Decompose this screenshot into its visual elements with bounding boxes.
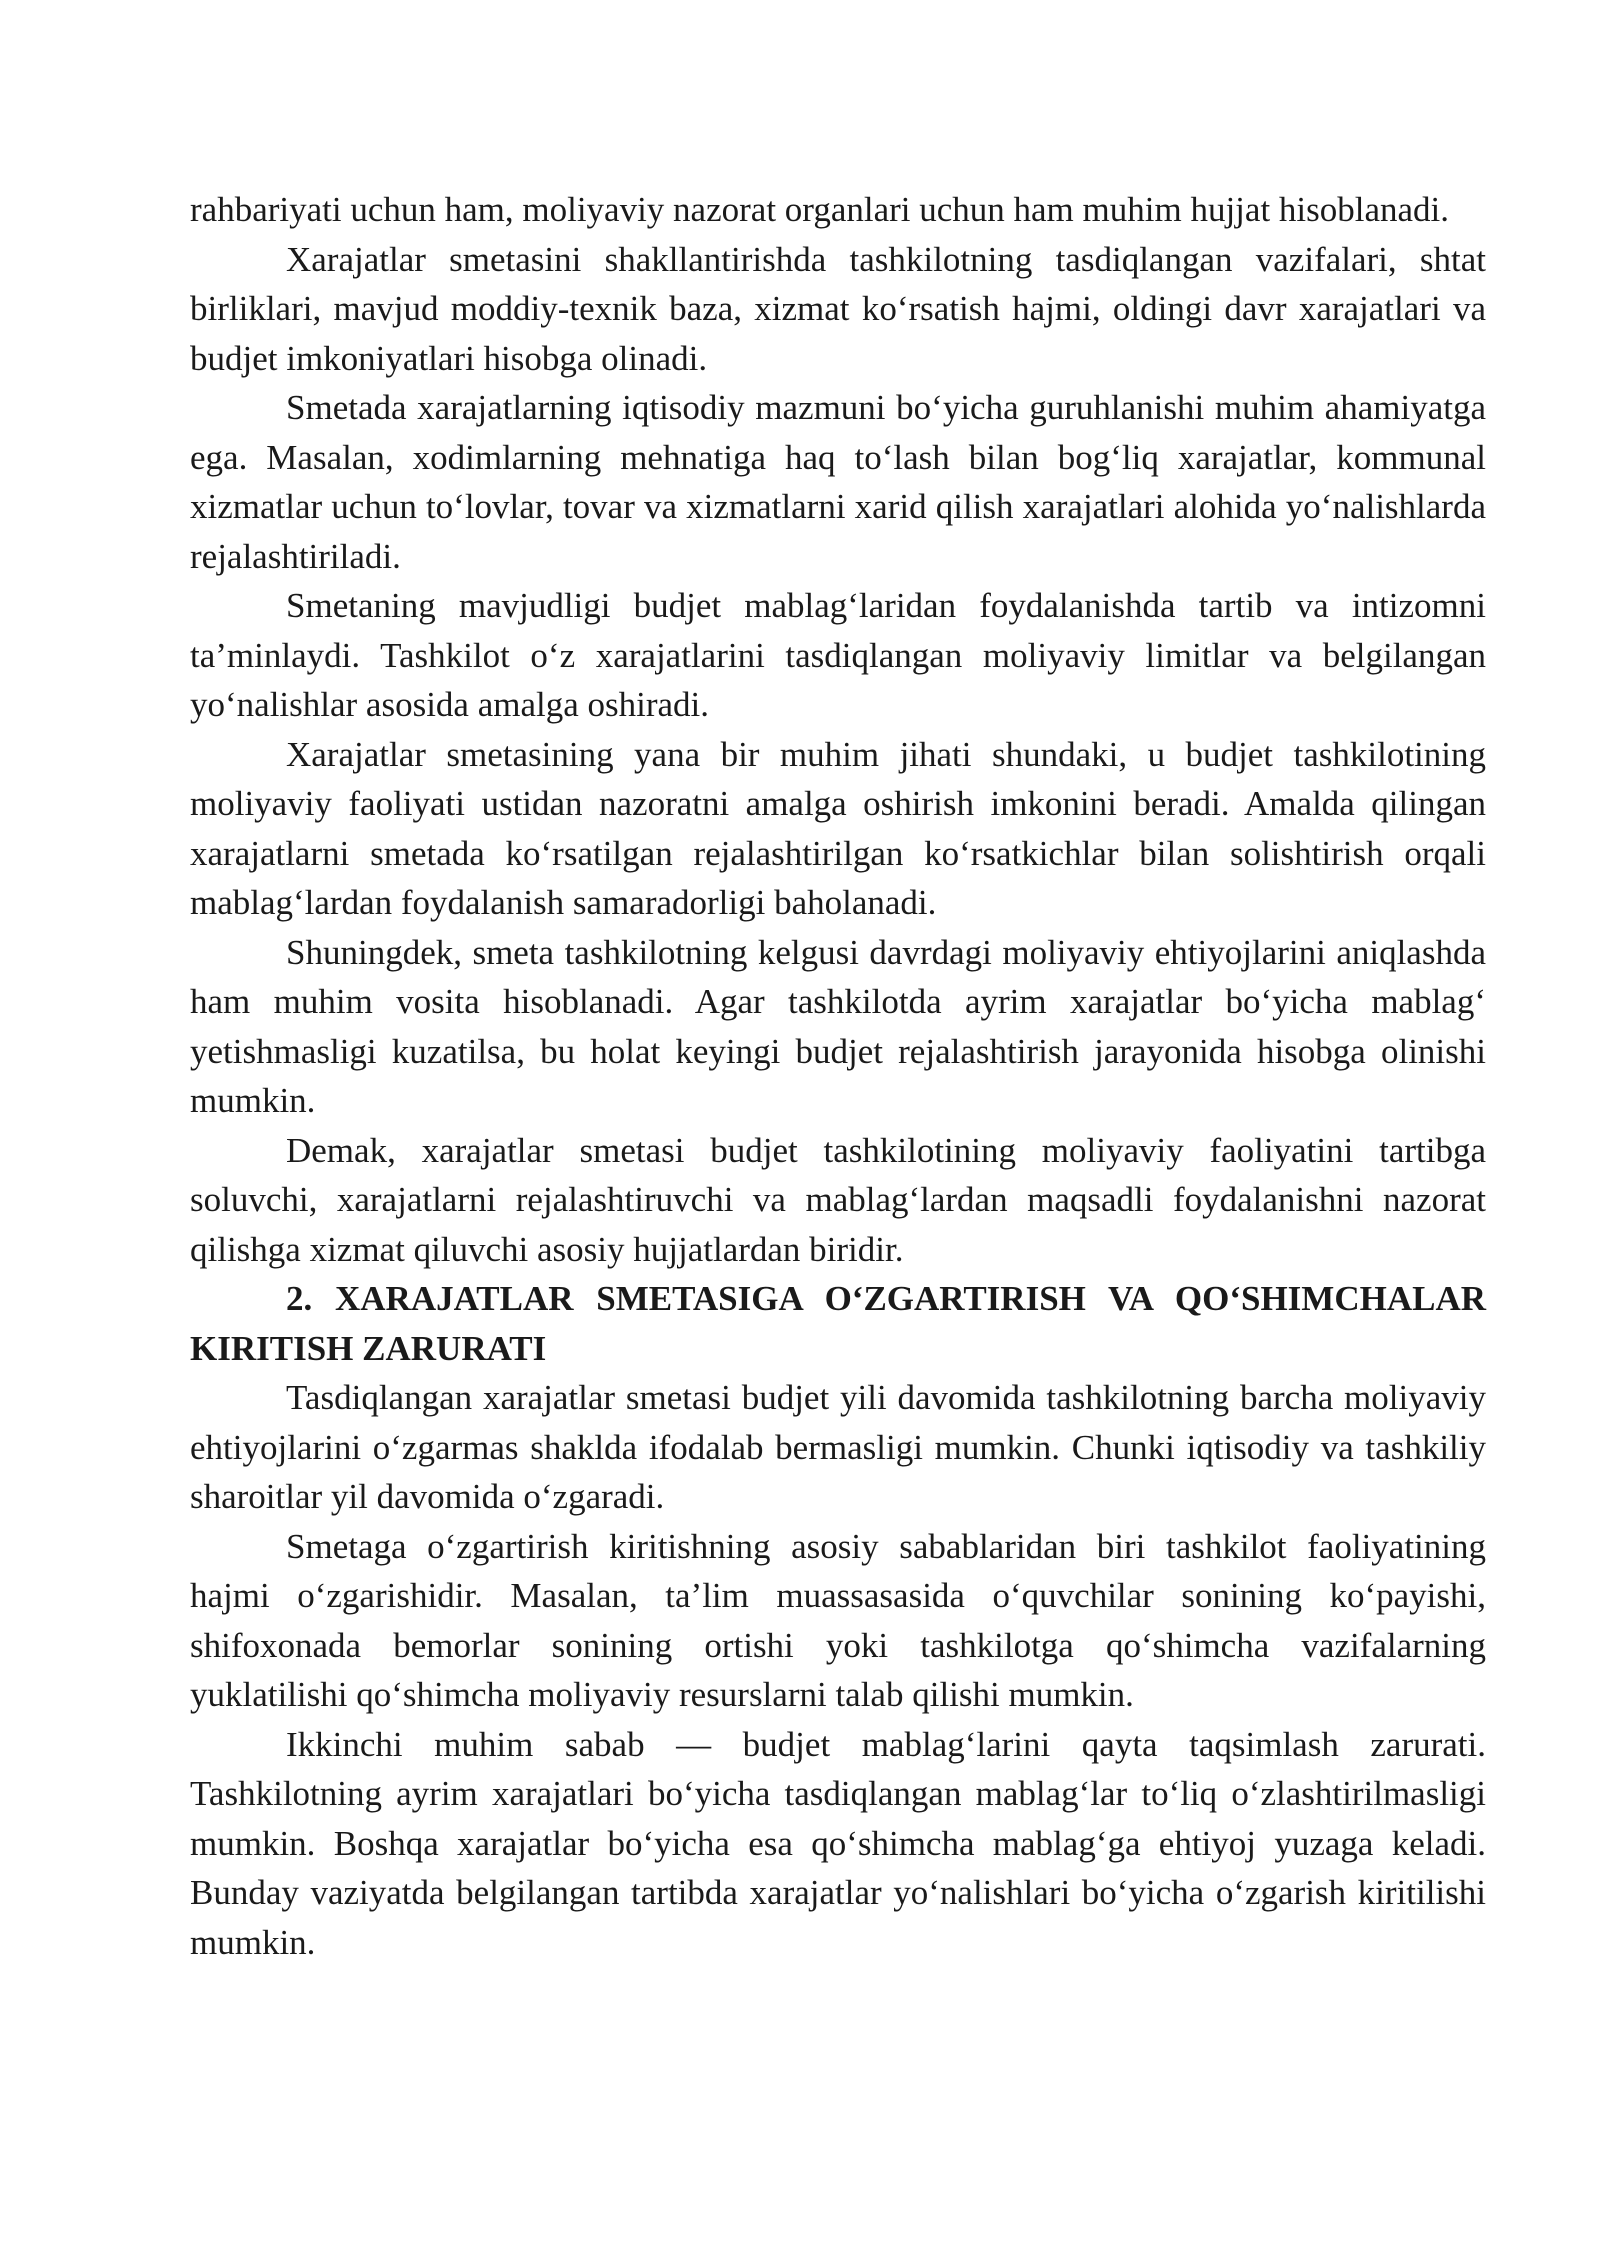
paragraph: Tasdiqlangan xarajatlar smetasi budjet yili davomida tashkilotning barcha moliyaviy ehtiyojlarini o‘zgarmas shaklda ifodalab bermasligi mumkin. Chunki iqtisodiy va tashkiliy sharoitlar yil davomida o‘zgaradi. <box>190 1378 1486 1516</box>
paragraph: Smetada xarajatlarning iqtisodiy mazmuni bo‘yicha guruhlanishi muhim ahamiyatga ega. Masalan, xodimlarning mehnatiga haq to‘lash bilan bog‘liq xarajatlar, kommunal xizmatlar uchun to‘lovlar, tovar va xizmatlarni xarid qilish xarajatlari alohida yo‘nalishlarda rejalashtiriladi. <box>190 388 1486 576</box>
paragraph: Smetaga o‘zgartirish kiritishning asosiy sabablaridan biri tashkilot faoliyatining hajmi o‘zgarishidir. Masalan, ta’lim muassasasida o‘quvchilar sonining ko‘payishi, shifoxonada bemorlar sonining ortishi yoki tashkilotga qo‘shimcha vazifalarning yuklatilishi qo‘shimcha moliyaviy resurslarni talab qilishi mumkin. <box>190 1526 1486 1714</box>
paragraph: Shuningdek, smeta tashkilotning kelgusi davrdagi moliyaviy ehtiyojlarini aniqlashda ham muhim vosita hisoblanadi. Agar tashkilotda ayrim xarajatlar bo‘yicha mablag‘ yetishmasligi kuzatilsa, bu holat keyingi budjet rejalashtirish jarayonida hisobga olinishi mumkin. <box>190 932 1486 1120</box>
paragraph: Xarajatlar smetasini shakllantirishda tashkilotning tasdiqlangan vazifalari, shtat birliklari, mavjud moddiy-texnik baza, xizmat ko‘rsatish hajmi, oldingi davr xarajatlari va budjet imkoniyatlari hisobga olinadi. <box>190 239 1486 378</box>
document-page <box>190 185 1486 1967</box>
section-heading: 2. XARAJATLAR SMETASIGA O‘ZGARTIRISH VA QO‘SHIMCHALAR KIRITISH ZARURATI <box>190 1279 1486 1368</box>
paragraph: Ikkinchi muhim sabab — budjet mablag‘larini qayta taqsimlash zarurati. Tashkilotning ayrim xarajatlari bo‘yicha tasdiqlangan mablag‘lar to‘liq o‘zlashtirilmasligi mumkin. Boshqa xarajatlar bo‘yicha esa qo‘shimcha mablag‘ga ehtiyoj yuzaga keladi. Bunday vaziyatda belgilangan tartibda xarajatlar yo‘nalishlari bo‘yicha o‘zgarish kiritilishi mumkin. <box>190 1724 1486 1962</box>
paragraph: Smetaning mavjudligi budjet mablag‘laridan foydalanishda tartib va intizomni ta’minlaydi. Tashkilot o‘z xarajatlarini tasdiqlangan moliyaviy limitlar va belgilangan yo‘nalishlar asosida amalga oshiradi. <box>190 586 1486 724</box>
paragraph-continuation: rahbariyati uchun ham, moliyaviy nazorat organlari uchun ham muhim hujjat hisoblanadi. <box>190 190 1450 229</box>
paragraph: Xarajatlar smetasining yana bir muhim jihati shundaki, u budjet tashkilotining moliyaviy faoliyati ustidan nazoratni amalga oshirish imkonini beradi. Amalda qilingan xarajatlarni smetada ko‘rsatilgan rejalashtirilgan ko‘rsatkichlar bilan solishtirish orqali mablag‘lardan foydalanish samaradorligi baholanadi. <box>190 734 1486 922</box>
paragraph: Demak, xarajatlar smetasi budjet tashkilotining moliyaviy faoliyatini tartibga soluvchi, xarajatlarni rejalashtiruvchi va mablag‘lardan maqsadli foydalanishni nazorat qilishga xizmat qiluvchi asosiy hujjatlardan biridir. <box>190 1130 1486 1269</box>
